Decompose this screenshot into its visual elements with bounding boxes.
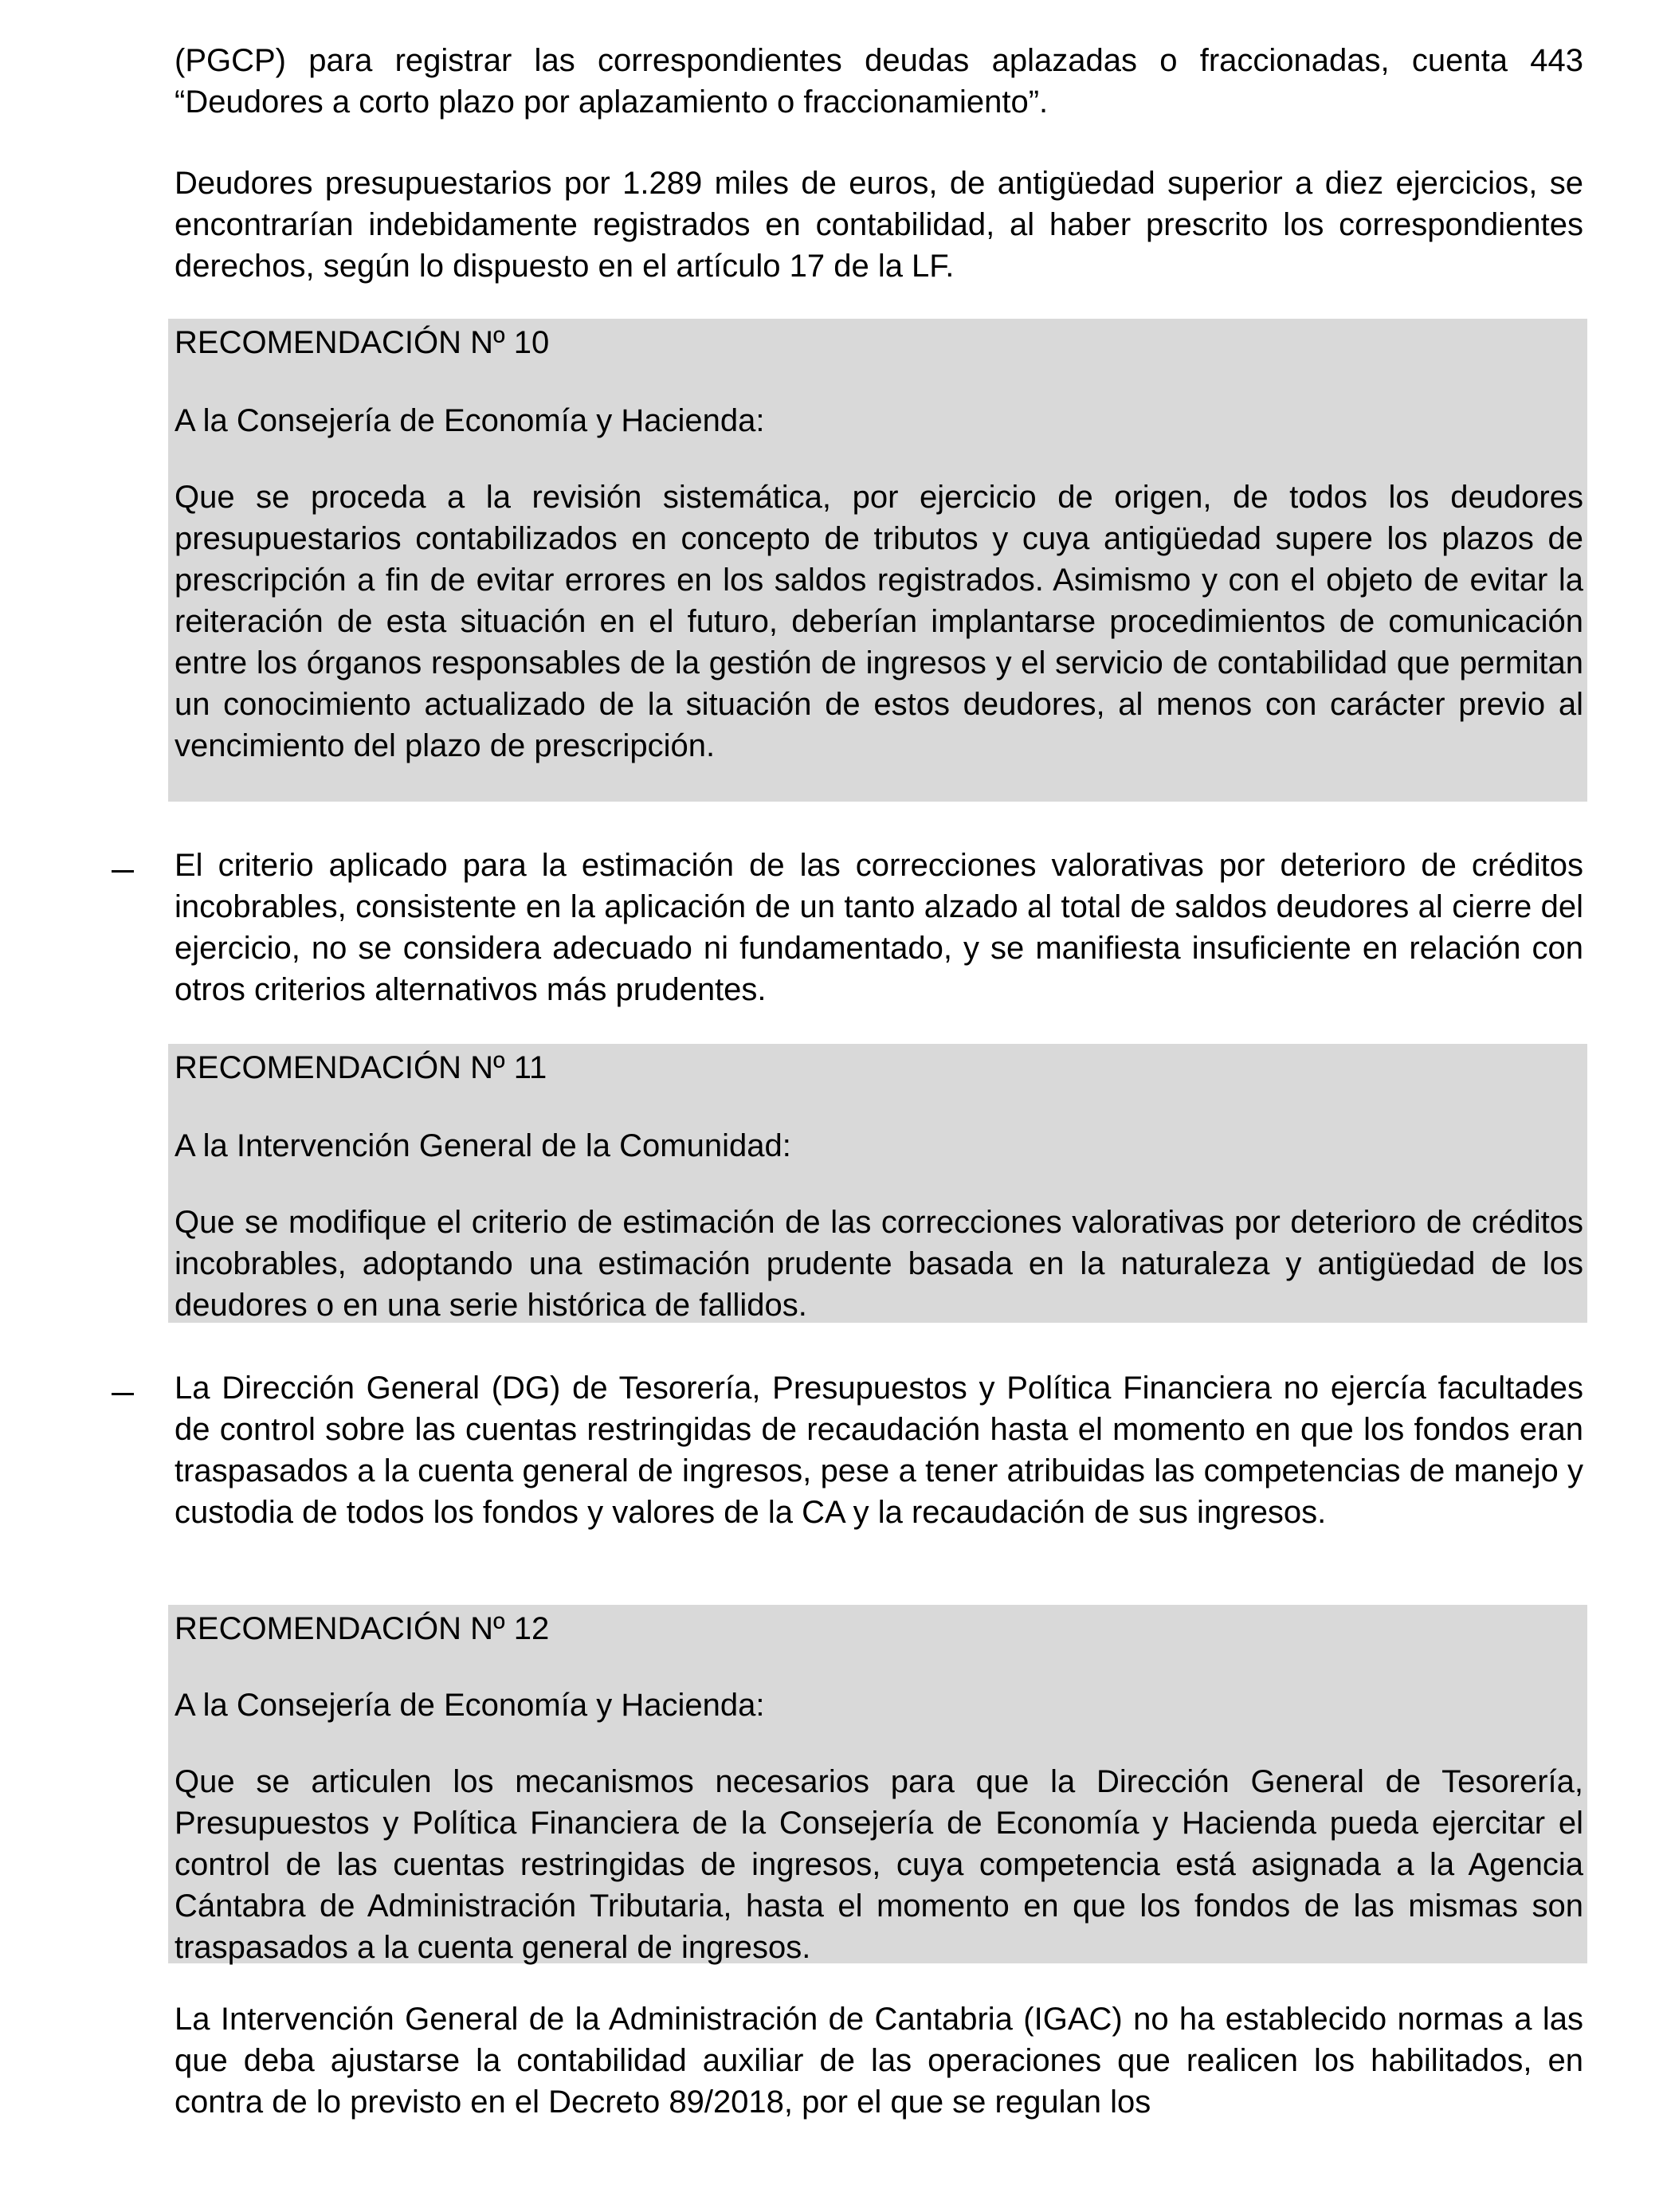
recommendation-title: RECOMENDACIÓN Nº 11 — [175, 1050, 547, 1085]
paragraph-pgcp: (PGCP) para registrar las correspondientes deudas aplazadas o fraccionadas, cuenta 443 “Deudores a corto plazo por aplazamiento o fraccionamiento”. — [175, 43, 1583, 120]
list-dash-marker — [112, 870, 134, 873]
paragraph-deudores-presupuestarios: Deudores presupuestarios por 1.289 miles de euros, de antigüedad superior a diez ejercicios, se encontrarían indebidamente registrados en contabilidad, al haber prescrito los correspondientes derechos, según lo dispuesto en el artículo 17 de la LF. — [175, 166, 1583, 284]
recommendation-body: Que se articulen los mecanismos necesarios para que la Dirección General de Tesorería, Presupuestos y Política Financiera de la Consejería de Economía y Hacienda pueda ejercitar el control de las cuentas restringidas de ingresos, cuya competencia está asignada a la Agencia Cántabra de Administración Tributaria, hasta el momento en que los fondos de las mismas son traspasados a la cuenta general de ingresos. — [175, 1764, 1583, 1965]
recommendation-box-12 — [168, 1605, 1587, 1963]
paragraph-igac: La Intervención General de la Administración de Cantabria (IGAC) no ha establecido normas a las que deba ajustarse la contabilidad auxiliar de las operaciones que realicen los habilitados, en contra de lo previsto en el Decreto 89/2018, por el que se regulan los — [175, 2002, 1583, 2120]
recommendation-box-11 — [168, 1044, 1587, 1323]
recommendation-addressee: A la Consejería de Economía y Hacienda: — [175, 403, 765, 438]
recommendation-box-10 — [168, 319, 1587, 802]
recommendation-body: Que se proceda a la revisión sistemática, por ejercicio de origen, de todos los deudores presupuestarios contabilizados en concepto de tributos y cuya antigüedad supere los plazos de prescripción a fin de evitar errores en los saldos registrados. Asimismo y con el objeto de evitar la reiteración de esta situación en el futuro, deberían implantarse procedimientos de comunicación entre los órganos responsables de la gestión de ingresos y el servicio de contabilidad que permitan un conocimiento actualizado de la situación de estos deudores, al menos con carácter previo al vencimiento del plazo de prescripción. — [175, 480, 1583, 763]
recommendation-addressee: A la Intervención General de la Comunidad: — [175, 1128, 791, 1163]
paragraph-dg-tesoreria: La Dirección General (DG) de Tesorería, Presupuestos y Política Financiera no ejercía facultades de control sobre las cuentas restringidas de recaudación hasta el momento en que los fondos eran traspasados a la cuenta general de ingresos, pese a tener atribuidas las competencias de manejo y custodia de todos los fondos y valores de la CA y la recaudación de sus ingresos. — [175, 1371, 1583, 1530]
recommendation-title: RECOMENDACIÓN Nº 10 — [175, 325, 550, 360]
paragraph-criterio-deterioro: El criterio aplicado para la estimación de las correcciones valorativas por deterioro de créditos incobrables, consistente en la aplicación de un tanto alzado al total de saldos deudores al cierre del ejercicio, no se considera adecuado ni fundamentado, y se manifiesta insuficiente en relación con otros criterios alternativos más prudentes. — [175, 848, 1583, 1007]
recommendation-body: Que se modifique el criterio de estimación de las correcciones valorativas por deterioro de créditos incobrables, adoptando una estimación prudente basada en la naturaleza y antigüedad de los deudores o en una serie histórica de fallidos. — [175, 1205, 1583, 1323]
recommendation-addressee: A la Consejería de Economía y Hacienda: — [175, 1688, 765, 1723]
recommendation-title: RECOMENDACIÓN Nº 12 — [175, 1611, 550, 1646]
list-dash-marker — [112, 1393, 134, 1395]
